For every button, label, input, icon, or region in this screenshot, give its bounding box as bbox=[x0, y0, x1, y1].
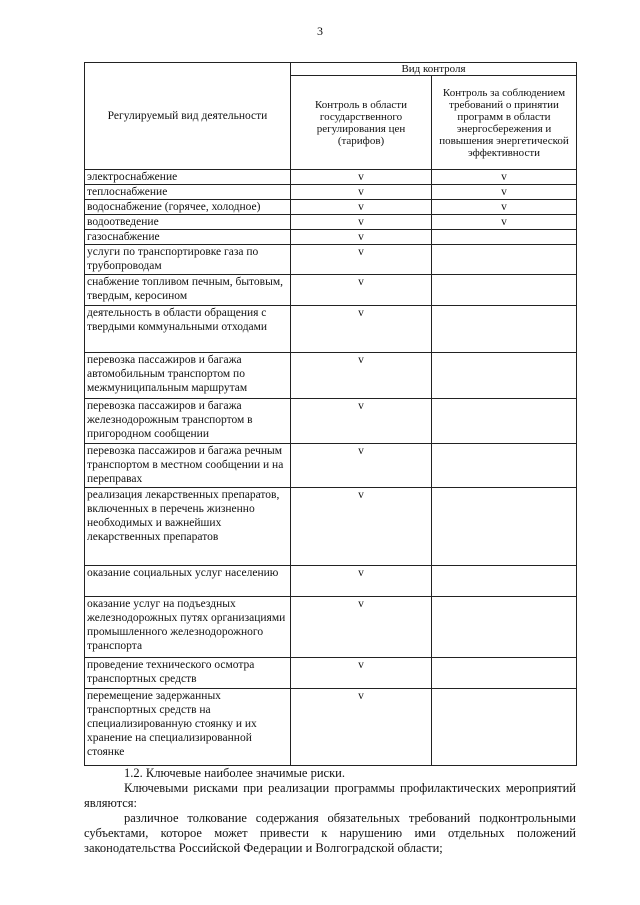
row-mark-price: v bbox=[291, 488, 432, 566]
row-mark-price: v bbox=[291, 230, 432, 245]
row-activity: услуги по транспортировке газа по трубопроводам bbox=[85, 245, 291, 275]
row-mark-energy bbox=[432, 488, 577, 566]
row-mark-price: v bbox=[291, 306, 432, 353]
row-mark-price: v bbox=[291, 215, 432, 230]
paragraph-risk-interpretation: различное толкование содержания обязательных требований подконтрольными субъектами, которое может привести к нарушению ими отдельных положений законодательства Российской Федерации и Волгоградской области; bbox=[84, 811, 576, 855]
row-mark-energy bbox=[432, 444, 577, 488]
row-activity: снабжение топливом печным, бытовым, твердым, керосином bbox=[85, 275, 291, 306]
row-mark-energy bbox=[432, 306, 577, 353]
row-activity: электроснабжение bbox=[85, 170, 291, 185]
page-number: 3 bbox=[317, 24, 323, 38]
row-activity: деятельность в области обращения с твердыми коммунальными отходами bbox=[85, 306, 291, 353]
row-mark-price: v bbox=[291, 200, 432, 215]
row-mark-energy: v bbox=[432, 185, 577, 200]
control-types-table bbox=[84, 62, 577, 766]
row-activity: перевозка пассажиров и багажа речным транспортом в местном сообщении и на переправах bbox=[85, 444, 291, 488]
header-price-control: Контроль в области государственного регулирования цен (тарифов) bbox=[291, 76, 432, 170]
row-activity: оказание социальных услуг населению bbox=[85, 566, 291, 597]
row-mark-price: v bbox=[291, 658, 432, 689]
header-energy-control: Контроль за соблюдением требований о принятии программ в области энергосбережения и повышения энергетической эффективности bbox=[432, 76, 577, 170]
header-control-type: Вид контроля bbox=[291, 63, 577, 76]
row-mark-price: v bbox=[291, 275, 432, 306]
row-mark-price: v bbox=[291, 399, 432, 444]
row-activity: теплоснабжение bbox=[85, 185, 291, 200]
row-mark-price: v bbox=[291, 597, 432, 658]
row-mark-energy bbox=[432, 689, 577, 766]
row-mark-price: v bbox=[291, 353, 432, 399]
row-activity: водоснабжение (горячее, холодное) bbox=[85, 200, 291, 215]
section-heading: 1.2. Ключевые наиболее значимые риски. bbox=[124, 766, 345, 780]
row-activity: реализация лекарственных препаратов, включенных в перечень жизненно необходимых и важнейших лекарственных препаратов bbox=[85, 488, 291, 566]
row-activity: газоснабжение bbox=[85, 230, 291, 245]
row-activity: водоотведение bbox=[85, 215, 291, 230]
row-activity: перевозка пассажиров и багажа железнодорожным транспортом в пригородном сообщении bbox=[85, 399, 291, 444]
row-activity: оказание услуг на подъездных железнодорожных путях организациями промышленного железнодорожного транспорта bbox=[85, 597, 291, 658]
row-mark-energy bbox=[432, 597, 577, 658]
row-mark-price: v bbox=[291, 444, 432, 488]
row-mark-price: v bbox=[291, 185, 432, 200]
row-mark-price: v bbox=[291, 245, 432, 275]
row-mark-energy: v bbox=[432, 170, 577, 185]
row-mark-energy bbox=[432, 658, 577, 689]
row-mark-energy: v bbox=[432, 200, 577, 215]
row-mark-energy bbox=[432, 399, 577, 444]
row-mark-price: v bbox=[291, 170, 432, 185]
row-mark-energy bbox=[432, 275, 577, 306]
row-mark-energy bbox=[432, 353, 577, 399]
row-mark-energy bbox=[432, 245, 577, 275]
row-activity: проведение технического осмотра транспортных средств bbox=[85, 658, 291, 689]
paragraph-risks-intro: Ключевыми рисками при реализации программы профилактических мероприятий являются: bbox=[84, 781, 576, 810]
row-mark-energy bbox=[432, 230, 577, 245]
row-mark-price: v bbox=[291, 689, 432, 766]
row-activity: перевозка пассажиров и багажа автомобильным транспортом по межмуниципальным маршрутам bbox=[85, 353, 291, 399]
row-mark-price: v bbox=[291, 566, 432, 597]
row-mark-energy: v bbox=[432, 215, 577, 230]
header-activity: Регулируемый вид деятельности bbox=[85, 63, 291, 170]
row-mark-energy bbox=[432, 566, 577, 597]
row-activity: перемещение задержанных транспортных средств на специализированную стоянку и их хранение на специализированной стоянке bbox=[85, 689, 291, 766]
